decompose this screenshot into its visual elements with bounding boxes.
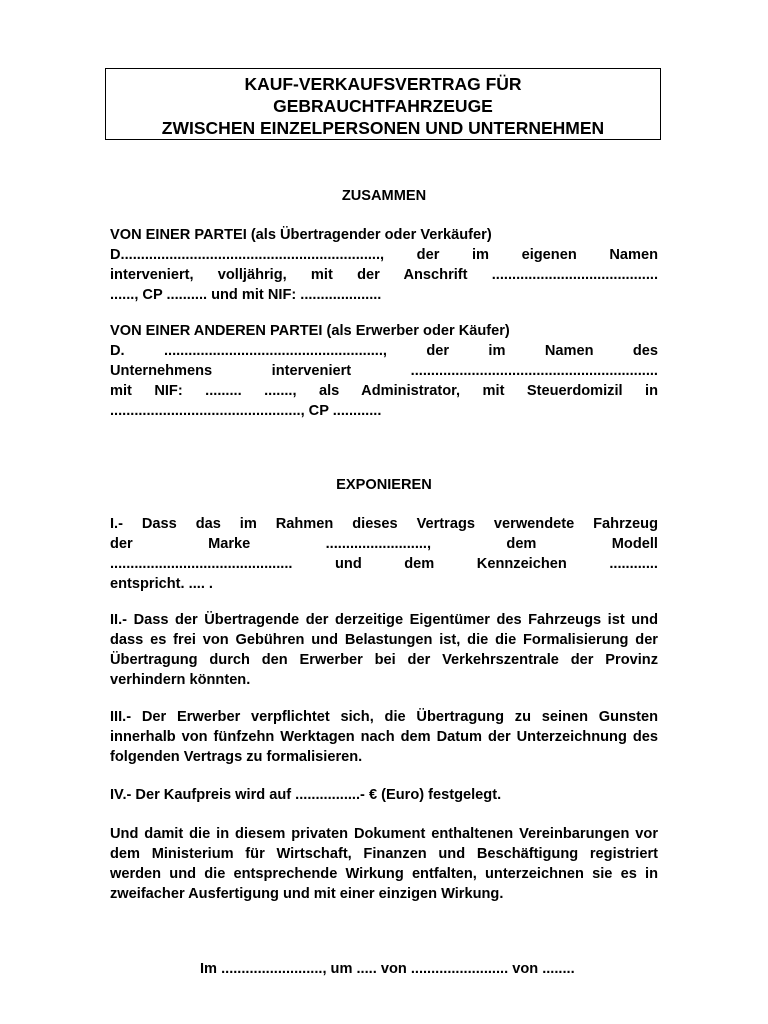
paragraph-i-line-3: ............................................. und dem Kennzeichen ............ <box>110 556 658 572</box>
party-2-block <box>110 321 658 421</box>
party-2-heading: VON EINER ANDEREN PARTEI (als Erwerber oder Käufer) <box>110 323 510 339</box>
paragraph-i-line-2: der Marke ........................., dem Modell <box>110 536 658 552</box>
party-1-line-1: D................................................................, der im eigenen Namen <box>110 247 658 263</box>
paragraph-i-line-1: I.- Dass das im Rahmen dieses Vertrags verwendete Fahrzeug <box>110 516 658 532</box>
party-1-heading: VON EINER PARTEI (als Übertragender oder Verkäufer) <box>110 227 492 243</box>
heading-zusammen: ZUSAMMEN <box>341 188 427 204</box>
paragraph-ii: II.- Dass der Übertragende der derzeitige Eigentümer des Fahrzeugs ist und dass es frei von Gebühren und Belastungen ist, die die Formalisierung der Übertragung durch den Erwerber bei der Verkehrszentrale der Provinz verhindern könnten. <box>110 612 658 688</box>
title-line-3: ZWISCHEN EINZELPERSONEN UND UNTERNEHMEN <box>161 118 605 138</box>
paragraph-closing-statement: Und damit die in diesem privaten Dokument enthaltenen Vereinbarungen vor dem Ministerium für Wirtschaft, Finanzen und Beschäftigung registriert werden und die entsprechende Wirkung entfalten, unterzeichnen sie es in zweifacher Ausfertigung und mit einer einzigen Wirkung. <box>110 826 658 902</box>
party-1-line-2: interveniert, volljährig, mit der Anschrift ......................................... <box>110 267 658 283</box>
party-2-line-2: Unternehmens interveniert ............................................................. <box>110 363 658 379</box>
paragraph-i-line-4: entspricht. .... . <box>110 576 213 592</box>
party-1-line-3: ......, CP .......... und mit NIF: .................... <box>110 287 382 303</box>
title-line-2: GEBRAUCHTFAHRZEUGE <box>273 96 493 116</box>
paragraph-iii: III.- Der Erwerber verpflichtet sich, die Übertragung zu seinen Gunsten innerhalb von fünfzehn Werktagen nach dem Datum der Unterzeichnung des folgenden Vertrags zu formalisieren. <box>110 709 658 765</box>
paragraph-i <box>110 514 658 594</box>
party-2-line-4: ..............................................., CP ............ <box>110 403 382 419</box>
heading-exponieren: EXPONIEREN <box>336 477 432 493</box>
party-2-line-1: D. ......................................................, der im Namen des <box>110 343 658 359</box>
title-line-1: KAUF-VERKAUFSVERTRAG FÜR <box>244 74 522 94</box>
paragraph-iv: IV.- Der Kaufpreis wird auf ................- € (Euro) festgelegt. <box>110 787 502 803</box>
document-title-box <box>105 68 661 140</box>
party-1-block <box>110 225 658 305</box>
place-date-line: Im ........................., um ..... von ........................ von ........ <box>200 961 575 977</box>
party-2-line-3: mit NIF: ......... ......., als Administrator, mit Steuerdomizil in <box>110 383 658 399</box>
